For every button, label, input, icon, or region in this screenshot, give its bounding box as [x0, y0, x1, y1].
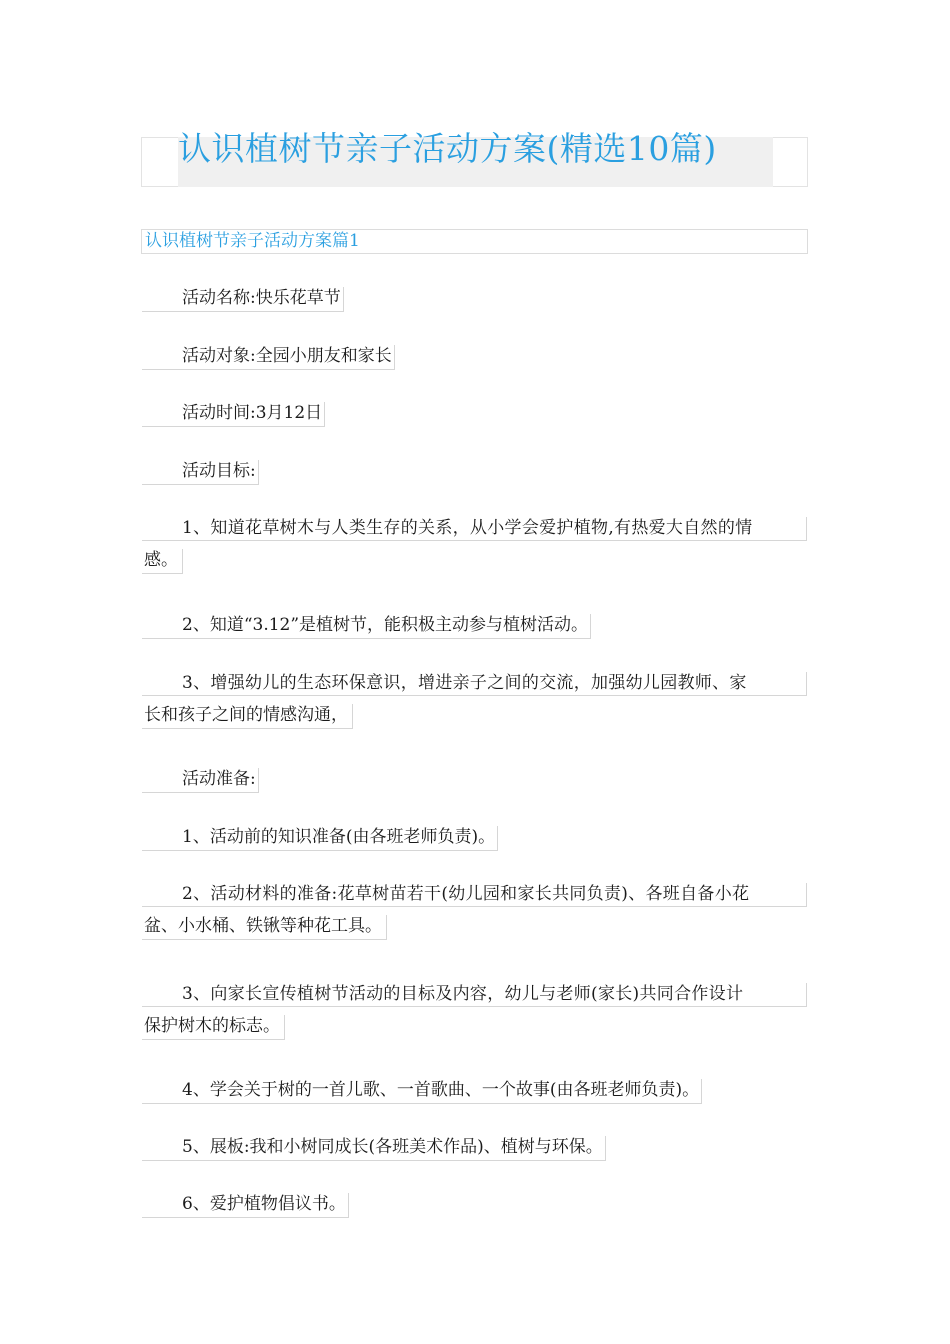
goal-item-1-line1: 1、知道花草树木与人类生存的关系，从小学会爱护植物,有热爱大自然的情: [142, 517, 807, 541]
prep-item-2-line1: 2、活动材料的准备:花草树苗若干(幼儿园和家长共同负责)、各班自备小花: [142, 883, 807, 907]
prep-item-2-line2: 盆、小水桶、铁锹等种花工具。: [142, 915, 387, 940]
goal-item-3-line1: 3、增强幼儿的生态环保意识，增进亲子之间的交流，加强幼儿园教师、家: [142, 672, 807, 696]
activity-time: 活动时间:3月12日: [142, 402, 325, 427]
prep-item-6: 6、爱护植物倡议书。: [142, 1193, 349, 1218]
activity-name: 活动名称:快乐花草节: [142, 287, 344, 312]
goal-item-3-line2: 长和孩子之间的情感沟通，: [142, 704, 353, 729]
section-title: 认识植树节亲子活动方案篇1: [145, 231, 360, 251]
preparation-heading: 活动准备:: [142, 768, 259, 793]
prep-item-1: 1、活动前的知识准备(由各班老师负责)。: [142, 826, 498, 851]
activity-goals-heading: 活动目标:: [142, 460, 259, 485]
prep-item-4: 4、学会关于树的一首儿歌、一首歌曲、一个故事(由各班老师负责)。: [142, 1079, 702, 1104]
goal-item-2: 2、知道“3.12”是植树节，能积极主动参与植树活动。: [142, 614, 591, 639]
goal-item-1-line2: 感。: [142, 549, 183, 574]
activity-audience: 活动对象:全园小朋友和家长: [142, 345, 395, 370]
prep-item-3-line1: 3、向家长宣传植树节活动的目标及内容，幼儿与老师(家长)共同合作设计: [142, 983, 807, 1007]
document-title: 认识植树节亲子活动方案(精选10篇): [178, 129, 717, 168]
prep-item-3-line2: 保护树木的标志。: [142, 1015, 285, 1040]
prep-item-5: 5、展板:我和小树同成长(各班美术作品)、植树与环保。: [142, 1136, 606, 1161]
